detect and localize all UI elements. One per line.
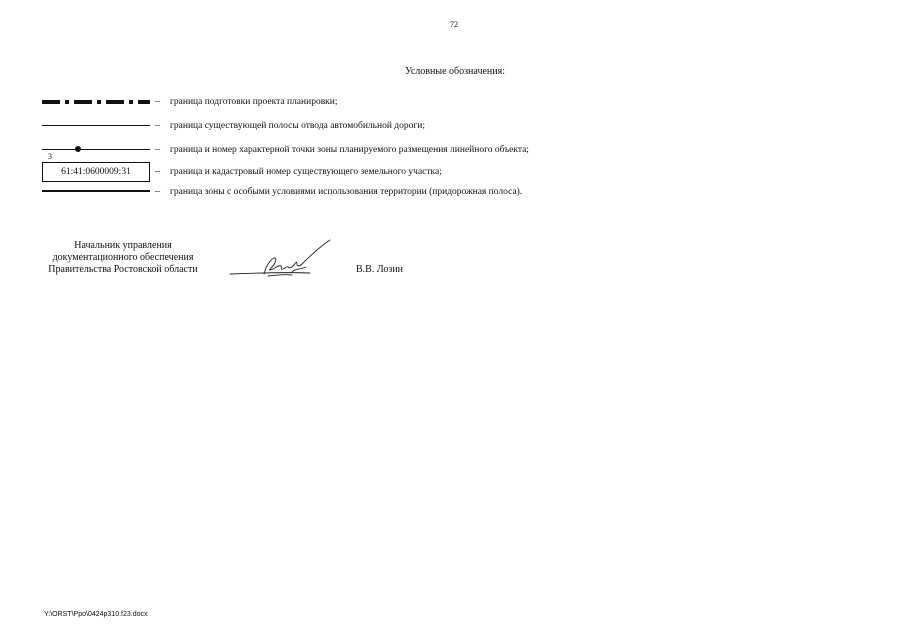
signer-position-line: документационного обеспечения (52, 252, 194, 263)
legend-item-text: граница зоны с особыми условиями использования территории (придорожная полоса). (170, 187, 523, 197)
legend-dash: – (155, 120, 160, 131)
legend-dash: – (155, 144, 160, 155)
footer-file-path: Y:\ORST\Ppo\0424p310.f23.docx (44, 611, 148, 618)
signer-position-line: Начальник управления (74, 240, 172, 251)
legend-item-road-strip-boundary (42, 115, 602, 137)
legend-dash: – (155, 186, 160, 197)
cadastral-box-symbol (42, 161, 150, 183)
legend-item-land-plot (42, 161, 602, 183)
line-with-point-symbol (42, 139, 150, 161)
thick-line-icon (42, 190, 150, 192)
signer-position (40, 240, 206, 276)
legend-item-text: граница существующей полосы отвода автомобильной дороги; (170, 121, 426, 131)
thick-line-symbol (42, 181, 150, 203)
signer-position-line: Правительства Ростовской области (48, 264, 198, 275)
thin-line-icon (42, 125, 150, 126)
point-number: 3 (48, 152, 52, 161)
dash-dot-line-icon (42, 100, 150, 104)
point-dot-icon (75, 146, 81, 152)
thin-line-icon (42, 149, 150, 150)
legend-item-text: граница и номер характерной точки зоны планируемого размещения линейного объекта; (170, 145, 529, 155)
legend-dash: – (155, 96, 160, 107)
legend-title: Условные обозначения: (404, 66, 505, 77)
legend-item-text: граница и кадастровый номер существующего земельного участка; (170, 167, 442, 177)
page-number: 72 (450, 20, 458, 29)
thin-line-symbol (42, 115, 150, 137)
cadastral-number-box: 61:41:0600009:31 (42, 162, 150, 182)
legend-dash: – (155, 166, 160, 177)
legend-item-planning-boundary (42, 91, 602, 113)
signer-name: В.В. Лозин (356, 264, 404, 275)
legend-item-text: граница подготовки проекта планировки; (170, 97, 338, 107)
legend-item-characteristic-point (42, 139, 602, 161)
legend-item-roadside-zone (42, 181, 602, 203)
handwritten-signature-icon (226, 236, 338, 280)
dash-dot-line-symbol (42, 91, 150, 113)
